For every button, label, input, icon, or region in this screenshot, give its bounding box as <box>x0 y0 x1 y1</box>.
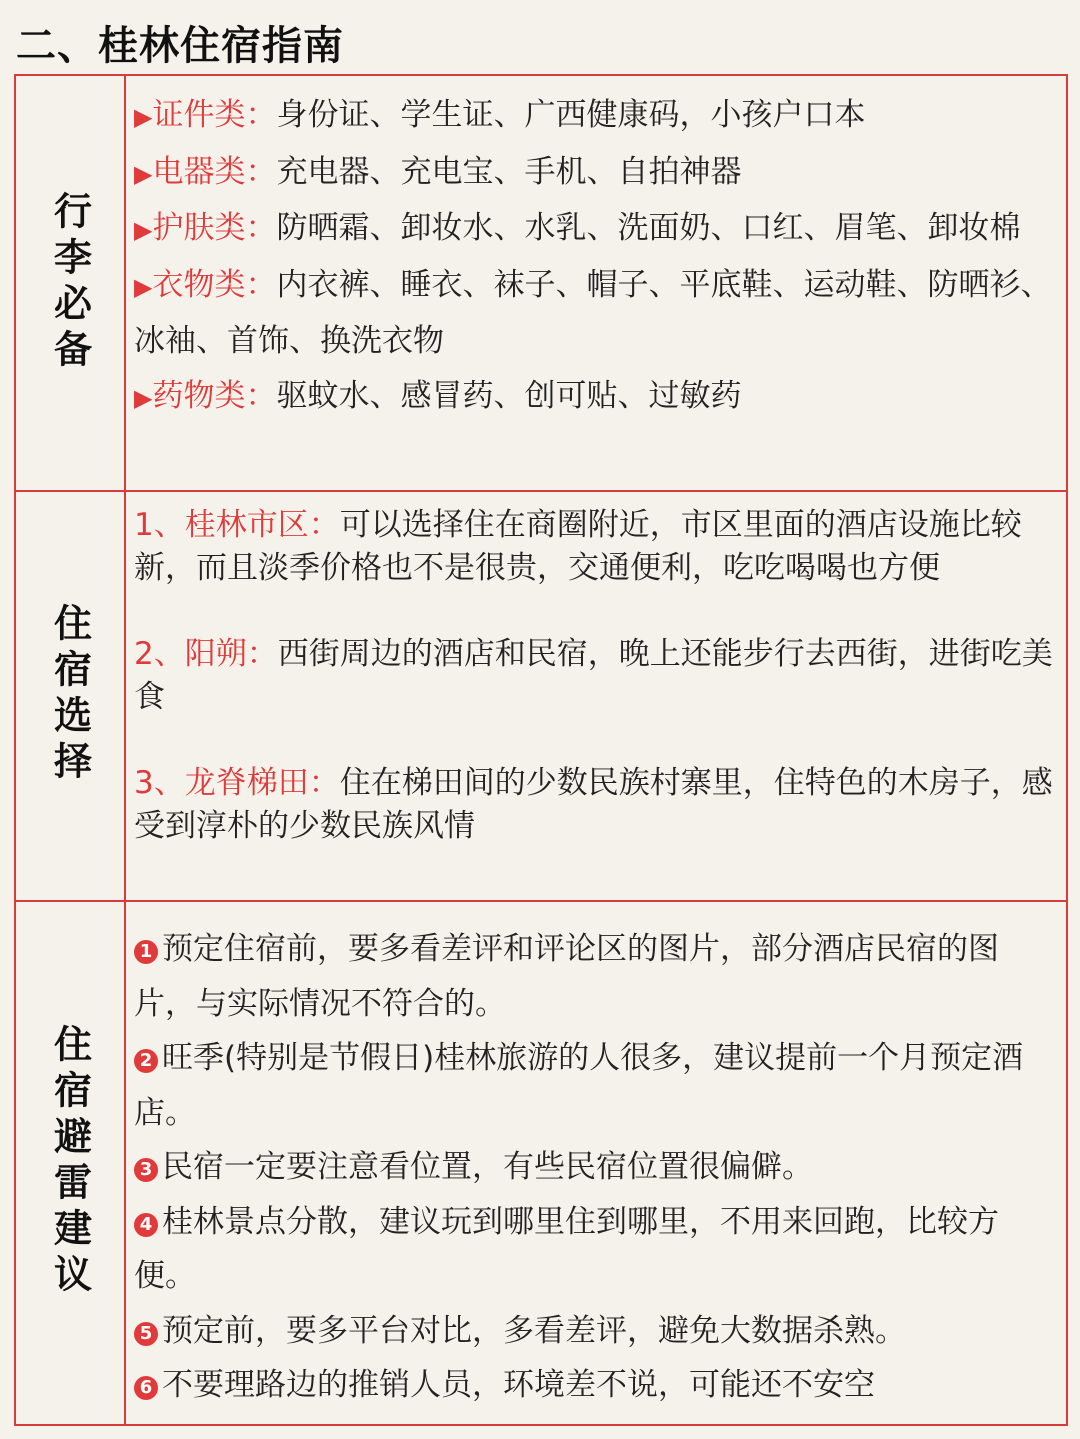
list-item <box>134 258 1056 369</box>
guide-table <box>14 74 1068 1426</box>
number-badge-icon: 5 <box>134 1322 158 1346</box>
triangle-icon: ▶ <box>134 216 153 244</box>
number-badge-icon: 4 <box>134 1213 158 1237</box>
item-text: 不要理路边的推销人员，环境差不说，可能还不安空 <box>162 1367 875 1403</box>
category-label: 衣物类： <box>152 266 277 303</box>
item-text: 预定前，要多平台对比，多看差评，避免大数据杀熟。 <box>162 1312 906 1349</box>
item-text: 旺季(特别是节假日)桂林旅游的人很多，建议提前一个月预定酒店。 <box>134 1040 1024 1131</box>
list-item <box>134 1031 1056 1140</box>
item-text: 驱蚊水、感冒药、创可贴、过敏药 <box>276 377 742 414</box>
item-text: 可以选择住在商圈附近，市区里面的酒店设施比较新，而且淡季价格也不是很贵，交通便利，吃吃喝喝也方便 <box>134 507 1022 586</box>
category-label: 护肤类： <box>152 210 277 246</box>
area-label: 3、龙脊梯田： <box>134 765 340 801</box>
item-text: 防晒霜、卸妆水、水乳、洗面奶、口红、眉笔、卸妆棉 <box>276 210 1021 246</box>
category-label: 药物类： <box>152 377 277 414</box>
list-item <box>134 88 1056 145</box>
number-badge-icon: 6 <box>134 1376 158 1400</box>
section-tips <box>16 900 1066 1424</box>
list-item <box>134 145 1056 202</box>
section-label <box>16 490 126 900</box>
item-text: 桂林景点分散，建议玩到哪里住到哪里，不用来回跑，比较方便。 <box>134 1203 999 1294</box>
list-item <box>134 369 1056 426</box>
section-label-text: 住宿选择 <box>47 603 92 787</box>
item-text: 内衣裤、睡衣、袜子、帽子、平底鞋、运动鞋、防晒衫、冰袖、首饰、换洗衣物 <box>134 266 1052 359</box>
item-text: 住在梯田间的少数民族村寨里，住特色的木房子，感受到淳朴的少数民族风情 <box>134 765 1053 844</box>
number-badge-icon: 1 <box>134 940 158 964</box>
list-item <box>134 504 1056 590</box>
list-item <box>134 922 1056 1031</box>
section-label-text: 行李必备 <box>47 191 92 375</box>
page-title: 二、桂林住宿指南 <box>16 23 344 69</box>
section-label <box>16 900 126 1424</box>
section-content <box>126 76 1066 490</box>
triangle-icon: ▶ <box>134 103 153 131</box>
list-item <box>134 1358 1056 1413</box>
list-item <box>134 633 1056 719</box>
number-badge-icon: 2 <box>134 1049 158 1073</box>
category-label: 证件类： <box>152 97 277 133</box>
triangle-icon: ▶ <box>134 159 153 188</box>
section-accommodation <box>16 490 1066 902</box>
list-item <box>134 762 1056 848</box>
area-label: 2、阳朔： <box>134 636 278 672</box>
item-text: 民宿一定要注意看位置，有些民宿位置很偏僻。 <box>162 1149 813 1185</box>
item-text: 身份证、学生证、广西健康码，小孩户口本 <box>276 97 866 133</box>
section-content <box>126 900 1066 1424</box>
section-label-text: 住宿避雷建议 <box>47 1024 92 1300</box>
section-luggage <box>16 76 1066 492</box>
section-label <box>16 76 126 490</box>
item-text: 预定住宿前，要多看差评和评论区的图片，部分酒店民宿的图片，与实际情况不符合的。 <box>134 931 999 1022</box>
triangle-icon: ▶ <box>134 272 153 301</box>
category-label: 电器类： <box>152 153 277 190</box>
item-text: 充电器、充电宝、手机、自拍神器 <box>276 153 742 190</box>
list-item <box>134 1304 1056 1359</box>
list-item <box>134 201 1056 258</box>
number-badge-icon: 3 <box>134 1158 158 1182</box>
section-content <box>126 490 1066 900</box>
area-label: 1、桂林市区： <box>134 507 340 543</box>
list-item <box>134 1195 1056 1304</box>
item-text: 西街周边的酒店和民宿，晚上还能步行去西街，进街吃美食 <box>134 636 1053 715</box>
triangle-icon: ▶ <box>134 383 153 412</box>
list-item <box>134 1140 1056 1195</box>
